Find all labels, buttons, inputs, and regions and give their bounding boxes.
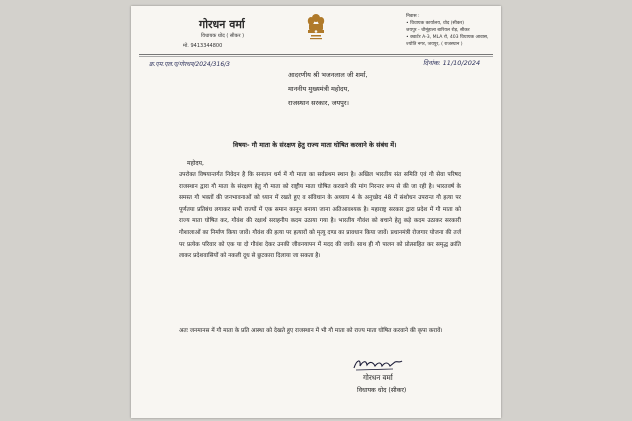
- salutation: महोदय,: [187, 160, 204, 167]
- office-line: • क्वार्टर A-3, MLA रो, 403 विधायक आवास,: [406, 35, 489, 40]
- office-line: जयपुर - चौमूंहाला बारियल रोड़, सीकर: [406, 28, 470, 33]
- state-emblem-icon: [305, 12, 327, 44]
- header-divider-secondary: [139, 56, 493, 57]
- reference-number: क्र.एम.एल.ए/गोरधन/2024/316/3: [149, 61, 230, 68]
- office-line: • विधायक कार्यालय, धोद (सीकर): [406, 21, 465, 26]
- letterhead-name: गोरधन वर्मा: [199, 18, 245, 31]
- letter-page: [131, 6, 501, 418]
- office-line: ज्योति नगर, जयपुर, ( राजस्थान ): [406, 42, 463, 47]
- body-paragraph: उपरोक्त विषयान्तर्गत निवेदन है कि सनातन धर्म में गौ माता का सर्वप्रथम स्थान है। अखिल भारतीय संत समिति एवं गौ सेवा परिषद राजस्थान द्वारा गौ माता के संरक्षण हेतु गौ माता को राष्ट्रीय माता घोषित करवाने की मांग निरन्तर रूप से की जा रही है। भारतवर्ष के समस्त गौ भक्तों की जनभावनाओं को ध्यान में रखते हुए व संविधान के अध्याय 4 के अनुच्छेद 48 में संशोधन उपरान्त गौ हत्या पर पूर्णतया प्रतिबंध लगाकर सभी राज्यों में एक समान कानून बनाया जाना अतिआवश्यक है। महाराष्ट्र सरकार द्वारा प्रदेश में गौ माता को राज्य माता घोषित कर, गौवंश की रक्षार्थ सराहनीय कदम उठाया गया है। भारतीय गौवंश को बचाने हेतु कड़े कदम उठाकर सरकारी गौशालाओं का निर्माण किया जावें। गौवंश की हत्या पर हत्यारों को मृत्यु दण्ड का प्रावधान किया जावें। प्रधानमंत्री रोजगार योजना की तर्ज पर प्रत्येक परिवार को एक या दो गौवंश देकर उनकी जीवनयापन में मदद की जावें। साथ ही गौ पालन को प्रोत्साहित कर समृद्ध क्रांति लाकर प्रदेशवासियों को नकली दूध से छुटकारा दिलाया जा सकता है।: [179, 172, 461, 260]
- office-address: [406, 13, 488, 48]
- header-divider: [139, 54, 493, 55]
- letterhead-designation: विधायक धोद ( सीकर ): [201, 33, 245, 39]
- address-line: माननीय मुख्यमंत्री महोदय,: [288, 85, 350, 93]
- closing-paragraph: अतः जनमानस में गौ माता के प्रति आस्था को देखते हुए राजस्थान में भी गौ माता को राज्य माता घोषित करवाने की कृपा करावें।: [179, 328, 443, 334]
- signatory-designation: विधायक धोद (सीकर): [357, 387, 407, 394]
- letter-date: दिनांक: 11/10/2024: [423, 59, 481, 67]
- address-line: राजस्थान सरकार, जयपुर।: [288, 99, 350, 107]
- signature: [351, 356, 405, 372]
- signatory-name: गोरधन वर्मा: [363, 373, 393, 382]
- office-line: निवास :: [406, 14, 420, 19]
- address-line: आदरणीय श्री भजनलाल जी शर्मा,: [288, 71, 368, 79]
- letterhead-phone: मो. 9413344800: [183, 43, 223, 49]
- letter-subject: विषयः- गौ माता के संरक्षण हेतु राज्य माता घोषित करवाने के संबंध में।: [233, 141, 397, 149]
